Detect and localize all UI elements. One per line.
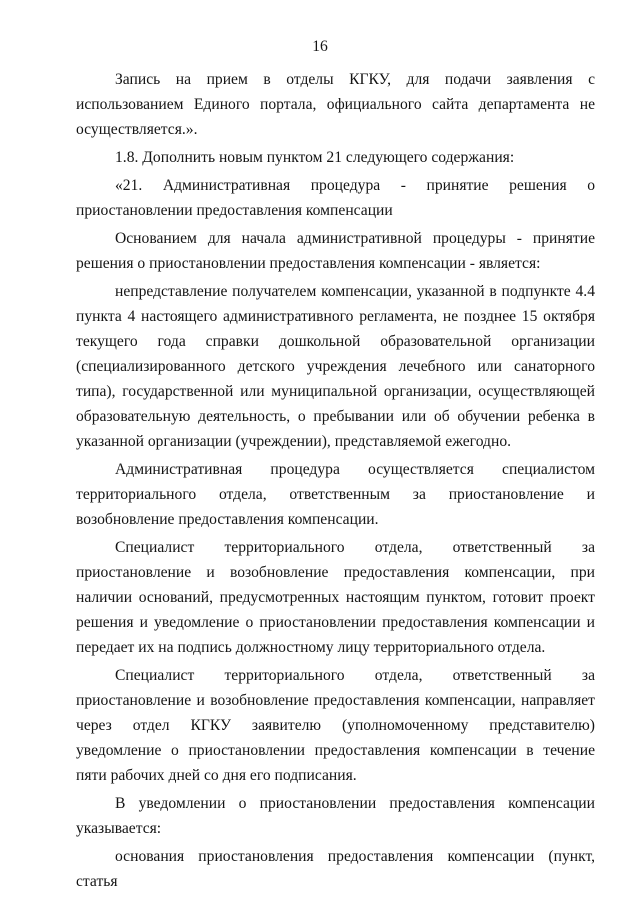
document-body	[76, 67, 595, 894]
paragraph: Запись на прием в отделы КГКУ, для подачи заявления с использованием Единого портала, официального сайта департамента не осуществляется.».	[76, 71, 595, 138]
paragraph: Основанием для начала административной процедуры - принятие решения о приостановлении предоставления компенсации - является:	[76, 230, 595, 272]
paragraph: В уведомлении о приостановлении предоставления компенсации указывается:	[76, 795, 595, 837]
paragraph: Административная процедура осуществляется специалистом территориального отдела, ответственным за приостановление и возобновление предоставления компенсации.	[76, 461, 595, 528]
paragraph: основания приостановления предоставления компенсации (пункт, статья	[76, 848, 595, 890]
paragraph: «21. Административная процедура - принятие решения о приостановлении предоставления компенсации	[76, 177, 595, 219]
paragraph: Специалист территориального отдела, ответственный за приостановление и возобновление предоставления компенсации, направляет через отдел КГКУ заявителю (уполномоченному представителю) уведомление о приостановлении предоставления компенсации в течение пяти рабочих дней со дня его подписания.	[76, 667, 595, 784]
paragraph: Специалист территориального отдела, ответственный за приостановление и возобновление предоставления компенсации, при наличии оснований, предусмотренных настоящим пунктом, готовит проект решения и уведомление о приостановлении предоставления компенсации и передает их на подпись должностному лицу территориального отдела.	[76, 539, 595, 656]
page-number: 16	[312, 38, 328, 55]
paragraph: 1.8. Дополнить новым пунктом 21 следующего содержания:	[115, 149, 515, 166]
paragraph: непредставление получателем компенсации, указанной в подпункте 4.4 пункта 4 настоящего административного регламента, не позднее 15 октября текущего года справки дошкольной образовательной организации (специализированного детского учреждения лечебного или санаторного типа), государственной или муниципальной организации, осуществляющей образовательную деятельность, о пребывании или об обучении ребенка в указанной организации (учреждении), представляемой ежегодно.	[76, 283, 595, 450]
